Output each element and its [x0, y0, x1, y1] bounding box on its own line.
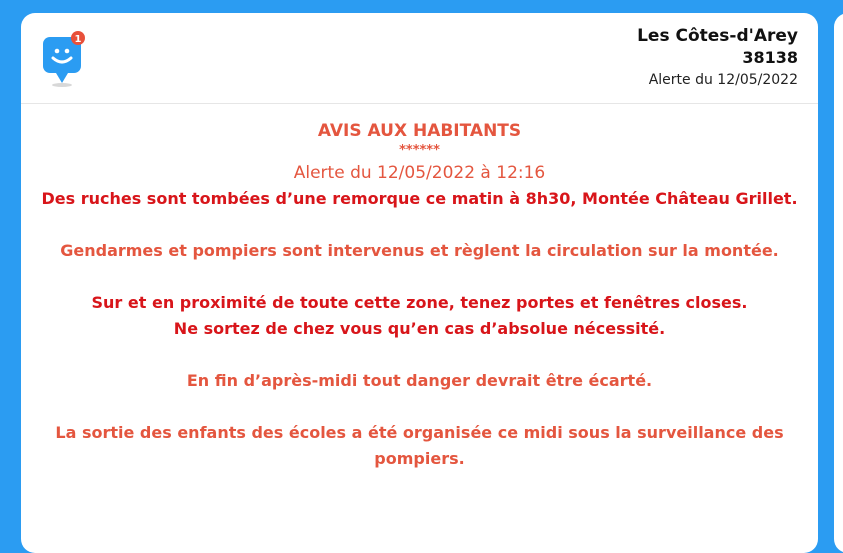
town-name: Les Côtes-d'Arey [637, 26, 798, 46]
paragraph-hives: Des ruches sont tombées d’une remorque ce matin à 8h30, Montée Château Grillet. [41, 189, 798, 208]
paragraph-schools: La sortie des enfants des écoles a été organisée ce midi sous la surveillance des pompiers. [55, 423, 784, 468]
spacer [39, 342, 800, 368]
alert-header [21, 13, 818, 104]
paragraph-windows: Sur et en proximité de toute cette zone, tenez portes et fenêtres closes. [91, 293, 748, 312]
paragraph-gendarmes: Gendarmes et pompiers sont intervenus et règlent la circulation sur la montée. [60, 241, 779, 260]
title-separator: ****** [399, 143, 440, 158]
paragraph-danger: En fin d’après-midi tout danger devrait être écarté. [186, 371, 653, 390]
town-info [637, 25, 798, 91]
paragraph-stay-home: Ne sortez de chez vous qu’en cas d’absolue nécessité. [173, 319, 666, 338]
next-card-edge [834, 13, 843, 553]
postal-code: 38138 [742, 48, 798, 67]
alert-card [21, 13, 818, 553]
spacer [39, 394, 800, 420]
smiley-chat-app-icon[interactable] [42, 31, 86, 87]
message-title: AVIS AUX HABITANTS [317, 121, 522, 141]
spacer [39, 212, 800, 238]
alert-timestamp: Alerte du 12/05/2022 à 12:16 [293, 163, 546, 183]
alert-message [21, 120, 818, 472]
alert-date: Alerte du 12/05/2022 [648, 72, 798, 88]
spacer [39, 264, 800, 290]
notification-badge-count: 1 [74, 34, 82, 45]
